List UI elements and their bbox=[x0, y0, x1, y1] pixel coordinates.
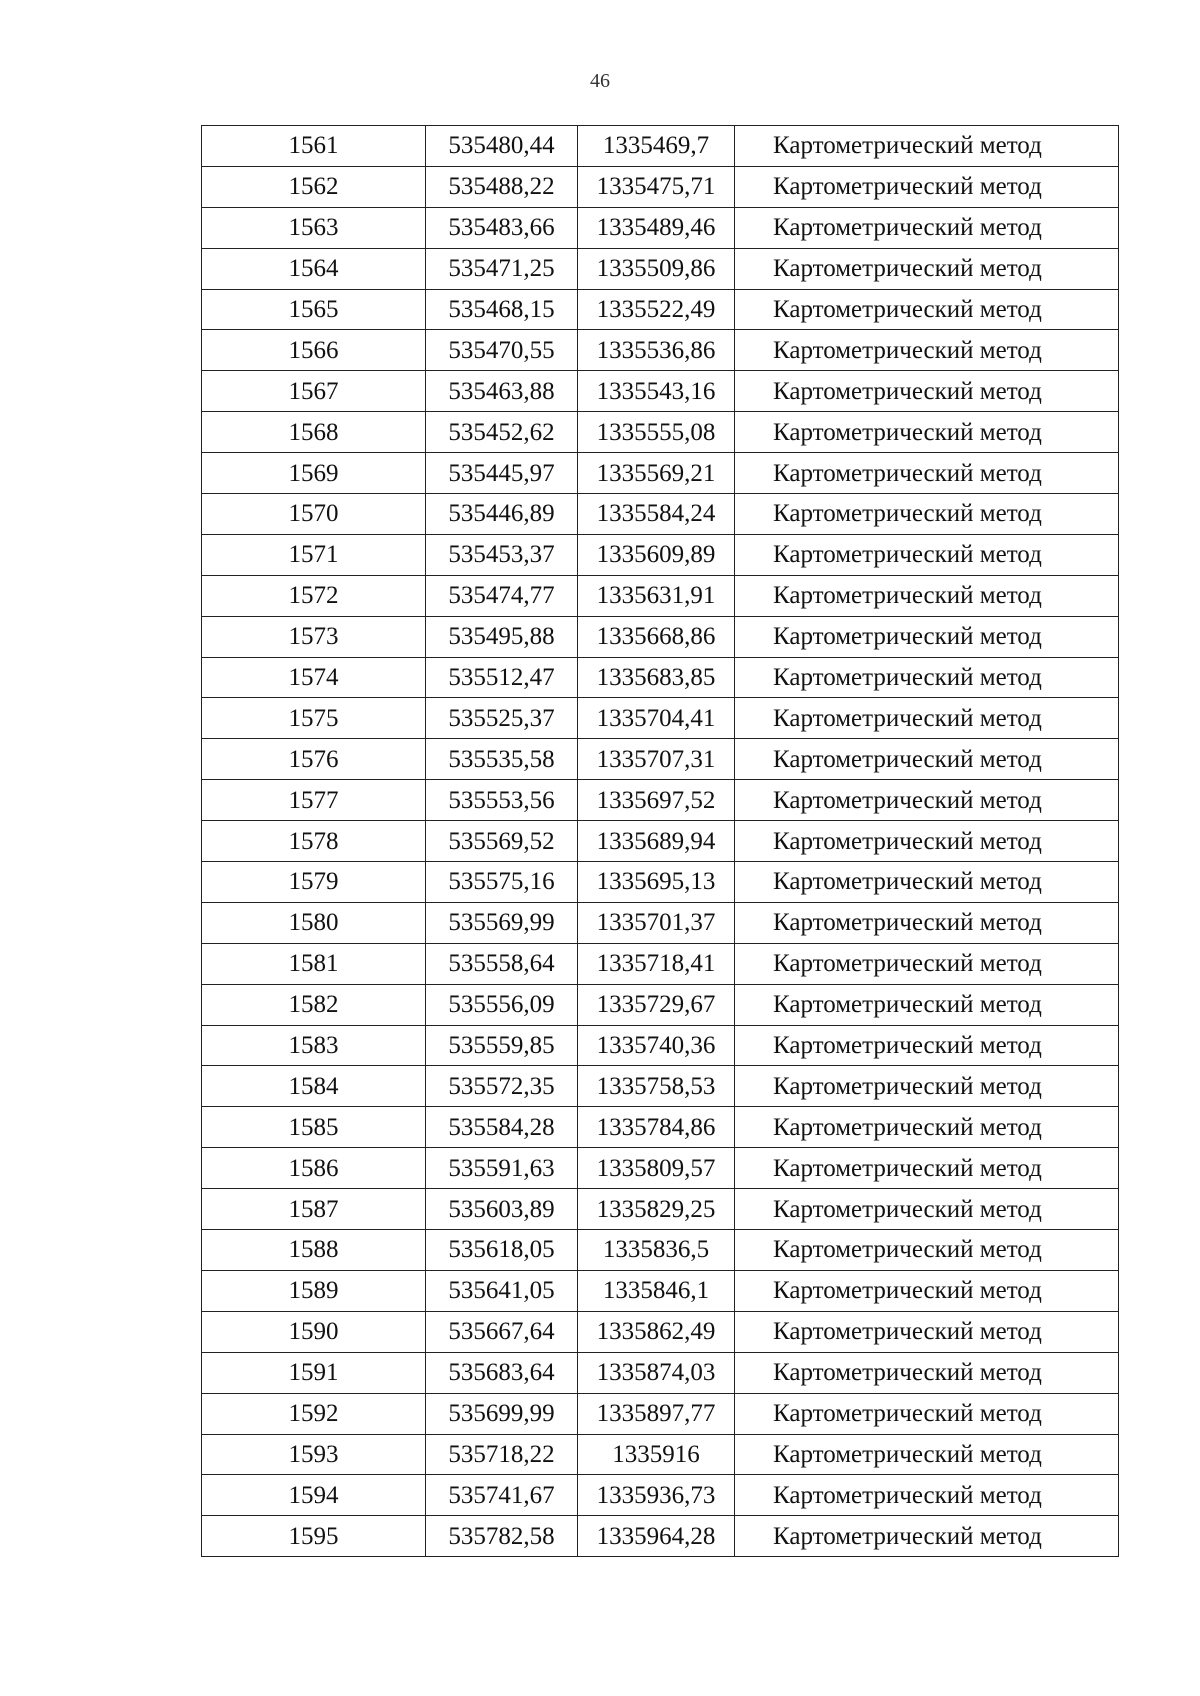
cell-point-number: 1593 bbox=[202, 1434, 426, 1475]
cell-x-coordinate: 535718,22 bbox=[426, 1434, 578, 1475]
cell-point-number: 1591 bbox=[202, 1352, 426, 1393]
cell-x-coordinate: 535683,64 bbox=[426, 1352, 578, 1393]
cell-method: Картометрический метод bbox=[735, 453, 1119, 494]
cell-point-number: 1575 bbox=[202, 698, 426, 739]
cell-y-coordinate: 1335718,41 bbox=[578, 943, 735, 984]
cell-x-coordinate: 535525,37 bbox=[426, 698, 578, 739]
cell-point-number: 1570 bbox=[202, 494, 426, 535]
cell-y-coordinate: 1335543,16 bbox=[578, 371, 735, 412]
cell-x-coordinate: 535741,67 bbox=[426, 1475, 578, 1516]
cell-y-coordinate: 1335729,67 bbox=[578, 984, 735, 1025]
cell-point-number: 1561 bbox=[202, 126, 426, 167]
cell-point-number: 1580 bbox=[202, 902, 426, 943]
cell-point-number: 1574 bbox=[202, 657, 426, 698]
cell-x-coordinate: 535584,28 bbox=[426, 1107, 578, 1148]
table-row bbox=[202, 1148, 1119, 1189]
table-row bbox=[202, 984, 1119, 1025]
cell-y-coordinate: 1335569,21 bbox=[578, 453, 735, 494]
cell-x-coordinate: 535558,64 bbox=[426, 943, 578, 984]
cell-method: Картометрический метод bbox=[735, 1025, 1119, 1066]
cell-point-number: 1581 bbox=[202, 943, 426, 984]
table-row bbox=[202, 1352, 1119, 1393]
table-row bbox=[202, 330, 1119, 371]
cell-point-number: 1590 bbox=[202, 1311, 426, 1352]
cell-y-coordinate: 1335631,91 bbox=[578, 575, 735, 616]
cell-y-coordinate: 1335584,24 bbox=[578, 494, 735, 535]
cell-method: Картометрический метод bbox=[735, 248, 1119, 289]
cell-method: Картометрический метод bbox=[735, 534, 1119, 575]
cell-y-coordinate: 1335668,86 bbox=[578, 616, 735, 657]
cell-method: Картометрический метод bbox=[735, 984, 1119, 1025]
cell-x-coordinate: 535535,58 bbox=[426, 739, 578, 780]
cell-method: Картометрический метод bbox=[735, 943, 1119, 984]
cell-y-coordinate: 1335874,03 bbox=[578, 1352, 735, 1393]
coordinates-table bbox=[201, 125, 1119, 1557]
cell-method: Картометрический метод bbox=[735, 126, 1119, 167]
cell-point-number: 1576 bbox=[202, 739, 426, 780]
cell-x-coordinate: 535480,44 bbox=[426, 126, 578, 167]
table-row bbox=[202, 1270, 1119, 1311]
table-row bbox=[202, 412, 1119, 453]
table-row bbox=[202, 1475, 1119, 1516]
cell-y-coordinate: 1335897,77 bbox=[578, 1393, 735, 1434]
cell-method: Картометрический метод bbox=[735, 862, 1119, 903]
cell-point-number: 1577 bbox=[202, 780, 426, 821]
page-number: 46 bbox=[590, 70, 610, 92]
cell-point-number: 1585 bbox=[202, 1107, 426, 1148]
cell-y-coordinate: 1335964,28 bbox=[578, 1516, 735, 1557]
cell-y-coordinate: 1335609,89 bbox=[578, 534, 735, 575]
cell-point-number: 1572 bbox=[202, 575, 426, 616]
cell-method: Картометрический метод bbox=[735, 1066, 1119, 1107]
cell-x-coordinate: 535603,89 bbox=[426, 1189, 578, 1230]
table-row bbox=[202, 1066, 1119, 1107]
cell-y-coordinate: 1335555,08 bbox=[578, 412, 735, 453]
cell-point-number: 1584 bbox=[202, 1066, 426, 1107]
cell-method: Картометрический метод bbox=[735, 698, 1119, 739]
table-row bbox=[202, 494, 1119, 535]
cell-x-coordinate: 535483,66 bbox=[426, 207, 578, 248]
table-row bbox=[202, 1311, 1119, 1352]
cell-y-coordinate: 1335704,41 bbox=[578, 698, 735, 739]
cell-y-coordinate: 1335846,1 bbox=[578, 1270, 735, 1311]
cell-y-coordinate: 1335758,53 bbox=[578, 1066, 735, 1107]
table-row bbox=[202, 575, 1119, 616]
cell-method: Картометрический метод bbox=[735, 1270, 1119, 1311]
table-row bbox=[202, 126, 1119, 167]
cell-y-coordinate: 1335836,5 bbox=[578, 1230, 735, 1271]
cell-x-coordinate: 535782,58 bbox=[426, 1516, 578, 1557]
cell-method: Картометрический метод bbox=[735, 1516, 1119, 1557]
cell-y-coordinate: 1335701,37 bbox=[578, 902, 735, 943]
table-row bbox=[202, 739, 1119, 780]
cell-x-coordinate: 535474,77 bbox=[426, 575, 578, 616]
table-row bbox=[202, 289, 1119, 330]
coordinates-table-body bbox=[202, 126, 1119, 1557]
cell-method: Картометрический метод bbox=[735, 1148, 1119, 1189]
cell-point-number: 1583 bbox=[202, 1025, 426, 1066]
cell-point-number: 1582 bbox=[202, 984, 426, 1025]
cell-point-number: 1586 bbox=[202, 1148, 426, 1189]
table-row bbox=[202, 1516, 1119, 1557]
cell-method: Картометрический метод bbox=[735, 166, 1119, 207]
cell-point-number: 1571 bbox=[202, 534, 426, 575]
cell-point-number: 1573 bbox=[202, 616, 426, 657]
cell-point-number: 1595 bbox=[202, 1516, 426, 1557]
cell-y-coordinate: 1335784,86 bbox=[578, 1107, 735, 1148]
cell-point-number: 1594 bbox=[202, 1475, 426, 1516]
cell-point-number: 1567 bbox=[202, 371, 426, 412]
table-row bbox=[202, 616, 1119, 657]
cell-method: Картометрический метод bbox=[735, 330, 1119, 371]
table-row bbox=[202, 1025, 1119, 1066]
cell-y-coordinate: 1335683,85 bbox=[578, 657, 735, 698]
cell-point-number: 1592 bbox=[202, 1393, 426, 1434]
cell-method: Картометрический метод bbox=[735, 902, 1119, 943]
cell-point-number: 1564 bbox=[202, 248, 426, 289]
cell-method: Картометрический метод bbox=[735, 616, 1119, 657]
cell-x-coordinate: 535488,22 bbox=[426, 166, 578, 207]
cell-x-coordinate: 535445,97 bbox=[426, 453, 578, 494]
cell-point-number: 1589 bbox=[202, 1270, 426, 1311]
table-row bbox=[202, 453, 1119, 494]
cell-method: Картометрический метод bbox=[735, 1189, 1119, 1230]
cell-method: Картометрический метод bbox=[735, 739, 1119, 780]
table-row bbox=[202, 248, 1119, 289]
cell-y-coordinate: 1335740,36 bbox=[578, 1025, 735, 1066]
cell-x-coordinate: 535667,64 bbox=[426, 1311, 578, 1352]
cell-method: Картометрический метод bbox=[735, 1393, 1119, 1434]
cell-method: Картометрический метод bbox=[735, 1352, 1119, 1393]
table-row bbox=[202, 1393, 1119, 1434]
cell-method: Картометрический метод bbox=[735, 821, 1119, 862]
cell-y-coordinate: 1335689,94 bbox=[578, 821, 735, 862]
cell-point-number: 1579 bbox=[202, 862, 426, 903]
cell-method: Картометрический метод bbox=[735, 575, 1119, 616]
cell-x-coordinate: 535446,89 bbox=[426, 494, 578, 535]
cell-y-coordinate: 1335862,49 bbox=[578, 1311, 735, 1352]
cell-x-coordinate: 535699,99 bbox=[426, 1393, 578, 1434]
table-row bbox=[202, 698, 1119, 739]
cell-y-coordinate: 1335522,49 bbox=[578, 289, 735, 330]
cell-y-coordinate: 1335536,86 bbox=[578, 330, 735, 371]
cell-x-coordinate: 535468,15 bbox=[426, 289, 578, 330]
cell-y-coordinate: 1335489,46 bbox=[578, 207, 735, 248]
cell-point-number: 1563 bbox=[202, 207, 426, 248]
cell-x-coordinate: 535463,88 bbox=[426, 371, 578, 412]
cell-y-coordinate: 1335697,52 bbox=[578, 780, 735, 821]
table-row bbox=[202, 1189, 1119, 1230]
cell-y-coordinate: 1335469,7 bbox=[578, 126, 735, 167]
table-row bbox=[202, 780, 1119, 821]
cell-y-coordinate: 1335829,25 bbox=[578, 1189, 735, 1230]
cell-method: Картометрический метод bbox=[735, 1434, 1119, 1475]
cell-x-coordinate: 535470,55 bbox=[426, 330, 578, 371]
cell-y-coordinate: 1335809,57 bbox=[578, 1148, 735, 1189]
table-row bbox=[202, 1230, 1119, 1271]
table-row bbox=[202, 943, 1119, 984]
cell-point-number: 1569 bbox=[202, 453, 426, 494]
cell-x-coordinate: 535495,88 bbox=[426, 616, 578, 657]
cell-point-number: 1587 bbox=[202, 1189, 426, 1230]
cell-point-number: 1578 bbox=[202, 821, 426, 862]
table-row bbox=[202, 534, 1119, 575]
cell-y-coordinate: 1335695,13 bbox=[578, 862, 735, 903]
cell-method: Картометрический метод bbox=[735, 1107, 1119, 1148]
cell-y-coordinate: 1335936,73 bbox=[578, 1475, 735, 1516]
cell-x-coordinate: 535641,05 bbox=[426, 1270, 578, 1311]
cell-x-coordinate: 535553,56 bbox=[426, 780, 578, 821]
cell-y-coordinate: 1335707,31 bbox=[578, 739, 735, 780]
cell-method: Картометрический метод bbox=[735, 1230, 1119, 1271]
cell-x-coordinate: 535572,35 bbox=[426, 1066, 578, 1107]
table-row bbox=[202, 862, 1119, 903]
cell-method: Картометрический метод bbox=[735, 289, 1119, 330]
table-row bbox=[202, 657, 1119, 698]
cell-x-coordinate: 535556,09 bbox=[426, 984, 578, 1025]
table-row bbox=[202, 821, 1119, 862]
cell-x-coordinate: 535559,85 bbox=[426, 1025, 578, 1066]
cell-x-coordinate: 535575,16 bbox=[426, 862, 578, 903]
table-row bbox=[202, 1107, 1119, 1148]
cell-method: Картометрический метод bbox=[735, 1475, 1119, 1516]
cell-y-coordinate: 1335916 bbox=[578, 1434, 735, 1475]
cell-y-coordinate: 1335475,71 bbox=[578, 166, 735, 207]
cell-x-coordinate: 535471,25 bbox=[426, 248, 578, 289]
cell-point-number: 1562 bbox=[202, 166, 426, 207]
cell-method: Картометрический метод bbox=[735, 494, 1119, 535]
table-row bbox=[202, 1434, 1119, 1475]
cell-point-number: 1568 bbox=[202, 412, 426, 453]
cell-point-number: 1565 bbox=[202, 289, 426, 330]
cell-point-number: 1588 bbox=[202, 1230, 426, 1271]
cell-method: Картометрический метод bbox=[735, 371, 1119, 412]
cell-x-coordinate: 535452,62 bbox=[426, 412, 578, 453]
cell-method: Картометрический метод bbox=[735, 207, 1119, 248]
cell-y-coordinate: 1335509,86 bbox=[578, 248, 735, 289]
cell-x-coordinate: 535591,63 bbox=[426, 1148, 578, 1189]
cell-x-coordinate: 535512,47 bbox=[426, 657, 578, 698]
cell-method: Картометрический метод bbox=[735, 1311, 1119, 1352]
cell-method: Картометрический метод bbox=[735, 780, 1119, 821]
cell-x-coordinate: 535453,37 bbox=[426, 534, 578, 575]
table-row bbox=[202, 902, 1119, 943]
cell-x-coordinate: 535618,05 bbox=[426, 1230, 578, 1271]
cell-point-number: 1566 bbox=[202, 330, 426, 371]
table-row bbox=[202, 207, 1119, 248]
cell-method: Картометрический метод bbox=[735, 412, 1119, 453]
table-row bbox=[202, 371, 1119, 412]
cell-method: Картометрический метод bbox=[735, 657, 1119, 698]
cell-x-coordinate: 535569,52 bbox=[426, 821, 578, 862]
table-row bbox=[202, 166, 1119, 207]
cell-x-coordinate: 535569,99 bbox=[426, 902, 578, 943]
